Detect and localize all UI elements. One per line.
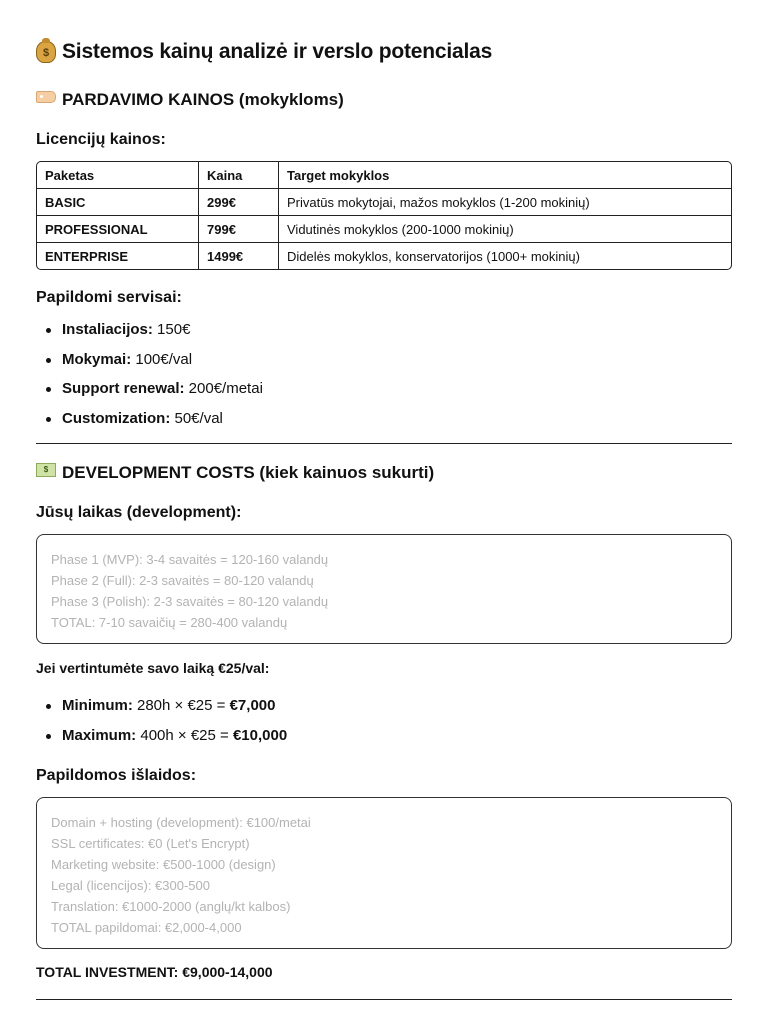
code-line: Domain + hosting (development): €100/metai xyxy=(51,815,311,830)
code-line: Phase 3 (Polish): 2-3 savaitės = 80-120 valandų xyxy=(51,594,329,609)
list-item: Support renewal: 200€/metai xyxy=(62,379,263,409)
list-item: Maximum: 400h × €25 = €10,000 xyxy=(62,726,287,756)
price-cell: 299€ xyxy=(199,189,279,216)
time-heading: Jūsų laikas (development): xyxy=(36,504,242,521)
rate-line: Jei vertintumėte savo laiką €25/val: xyxy=(36,660,270,676)
estimates-list xyxy=(36,696,287,755)
package-cell: BASIC xyxy=(37,189,199,216)
price-cell: 799€ xyxy=(199,216,279,243)
code-line: Phase 1 (MVP): 3-4 savaitės = 120-160 valandų xyxy=(51,552,329,567)
divider xyxy=(36,999,732,1000)
services-heading: Papildomi servisai: xyxy=(36,289,182,306)
list-item: Instaliacijos: 150€ xyxy=(62,320,263,350)
code-line: Legal (licencijos): €300-500 xyxy=(51,878,210,893)
code-line: TOTAL: 7-10 savaičių = 280-400 valandų xyxy=(51,615,288,630)
target-cell: Didelės mokyklos, konservatorijos (1000+ mokinių) xyxy=(287,248,580,264)
licenses-heading: Licencijų kainos: xyxy=(36,131,166,148)
pricing-heading: PARDAVIMO KAINOS (mokykloms) xyxy=(36,90,344,110)
column-header: Kaina xyxy=(199,162,279,189)
column-header: Paketas xyxy=(37,162,199,189)
divider xyxy=(36,443,732,444)
table-row xyxy=(37,243,731,269)
license-table xyxy=(36,161,732,270)
package-cell: PROFESSIONAL xyxy=(37,216,199,243)
page-title: $ Sistemos kainų analizė ir verslo potencialas xyxy=(36,40,492,64)
code-line: Translation: €1000-2000 (anglų/kt kalbos) xyxy=(51,899,291,914)
code-line: TOTAL papildomai: €2,000-4,000 xyxy=(51,920,242,935)
list-item: Customization: 50€/val xyxy=(62,409,263,439)
dev-heading: $ DEVELOPMENT COSTS (kiek kainuos sukurti) xyxy=(36,463,434,483)
table-row xyxy=(37,189,731,216)
table-header-row xyxy=(37,162,731,189)
column-header: Target mokyklos xyxy=(279,162,731,189)
list-item: Minimum: 280h × €25 = €7,000 xyxy=(62,696,287,726)
target-cell: Vidutinės mokyklos (200-1000 mokinių) xyxy=(279,216,731,243)
total-investment: TOTAL INVESTMENT: €9,000-14,000 xyxy=(36,964,273,980)
list-item: Mokymai: 100€/val xyxy=(62,350,263,380)
target-cell: Privatūs mokytojai, mažos mokyklos (1-200 mokinių) xyxy=(279,189,731,216)
package-cell: ENTERPRISE xyxy=(37,243,199,269)
money-bag-icon: $ xyxy=(36,41,56,63)
phases-code-block xyxy=(36,534,732,644)
services-list xyxy=(36,320,263,438)
dollar-bill-icon: $ xyxy=(36,463,56,477)
table-row xyxy=(37,216,731,243)
extras-heading: Papildomos išlaidos: xyxy=(36,767,197,784)
code-line: Marketing website: €500-1000 (design) xyxy=(51,857,276,872)
price-tag-icon xyxy=(36,91,56,103)
extras-code-block xyxy=(36,797,732,949)
code-line: SSL certificates: €0 (Let's Encrypt) xyxy=(51,836,250,851)
price-cell: 1499€ xyxy=(199,243,279,269)
code-line: Phase 2 (Full): 2-3 savaitės = 80-120 valandų xyxy=(51,573,314,588)
